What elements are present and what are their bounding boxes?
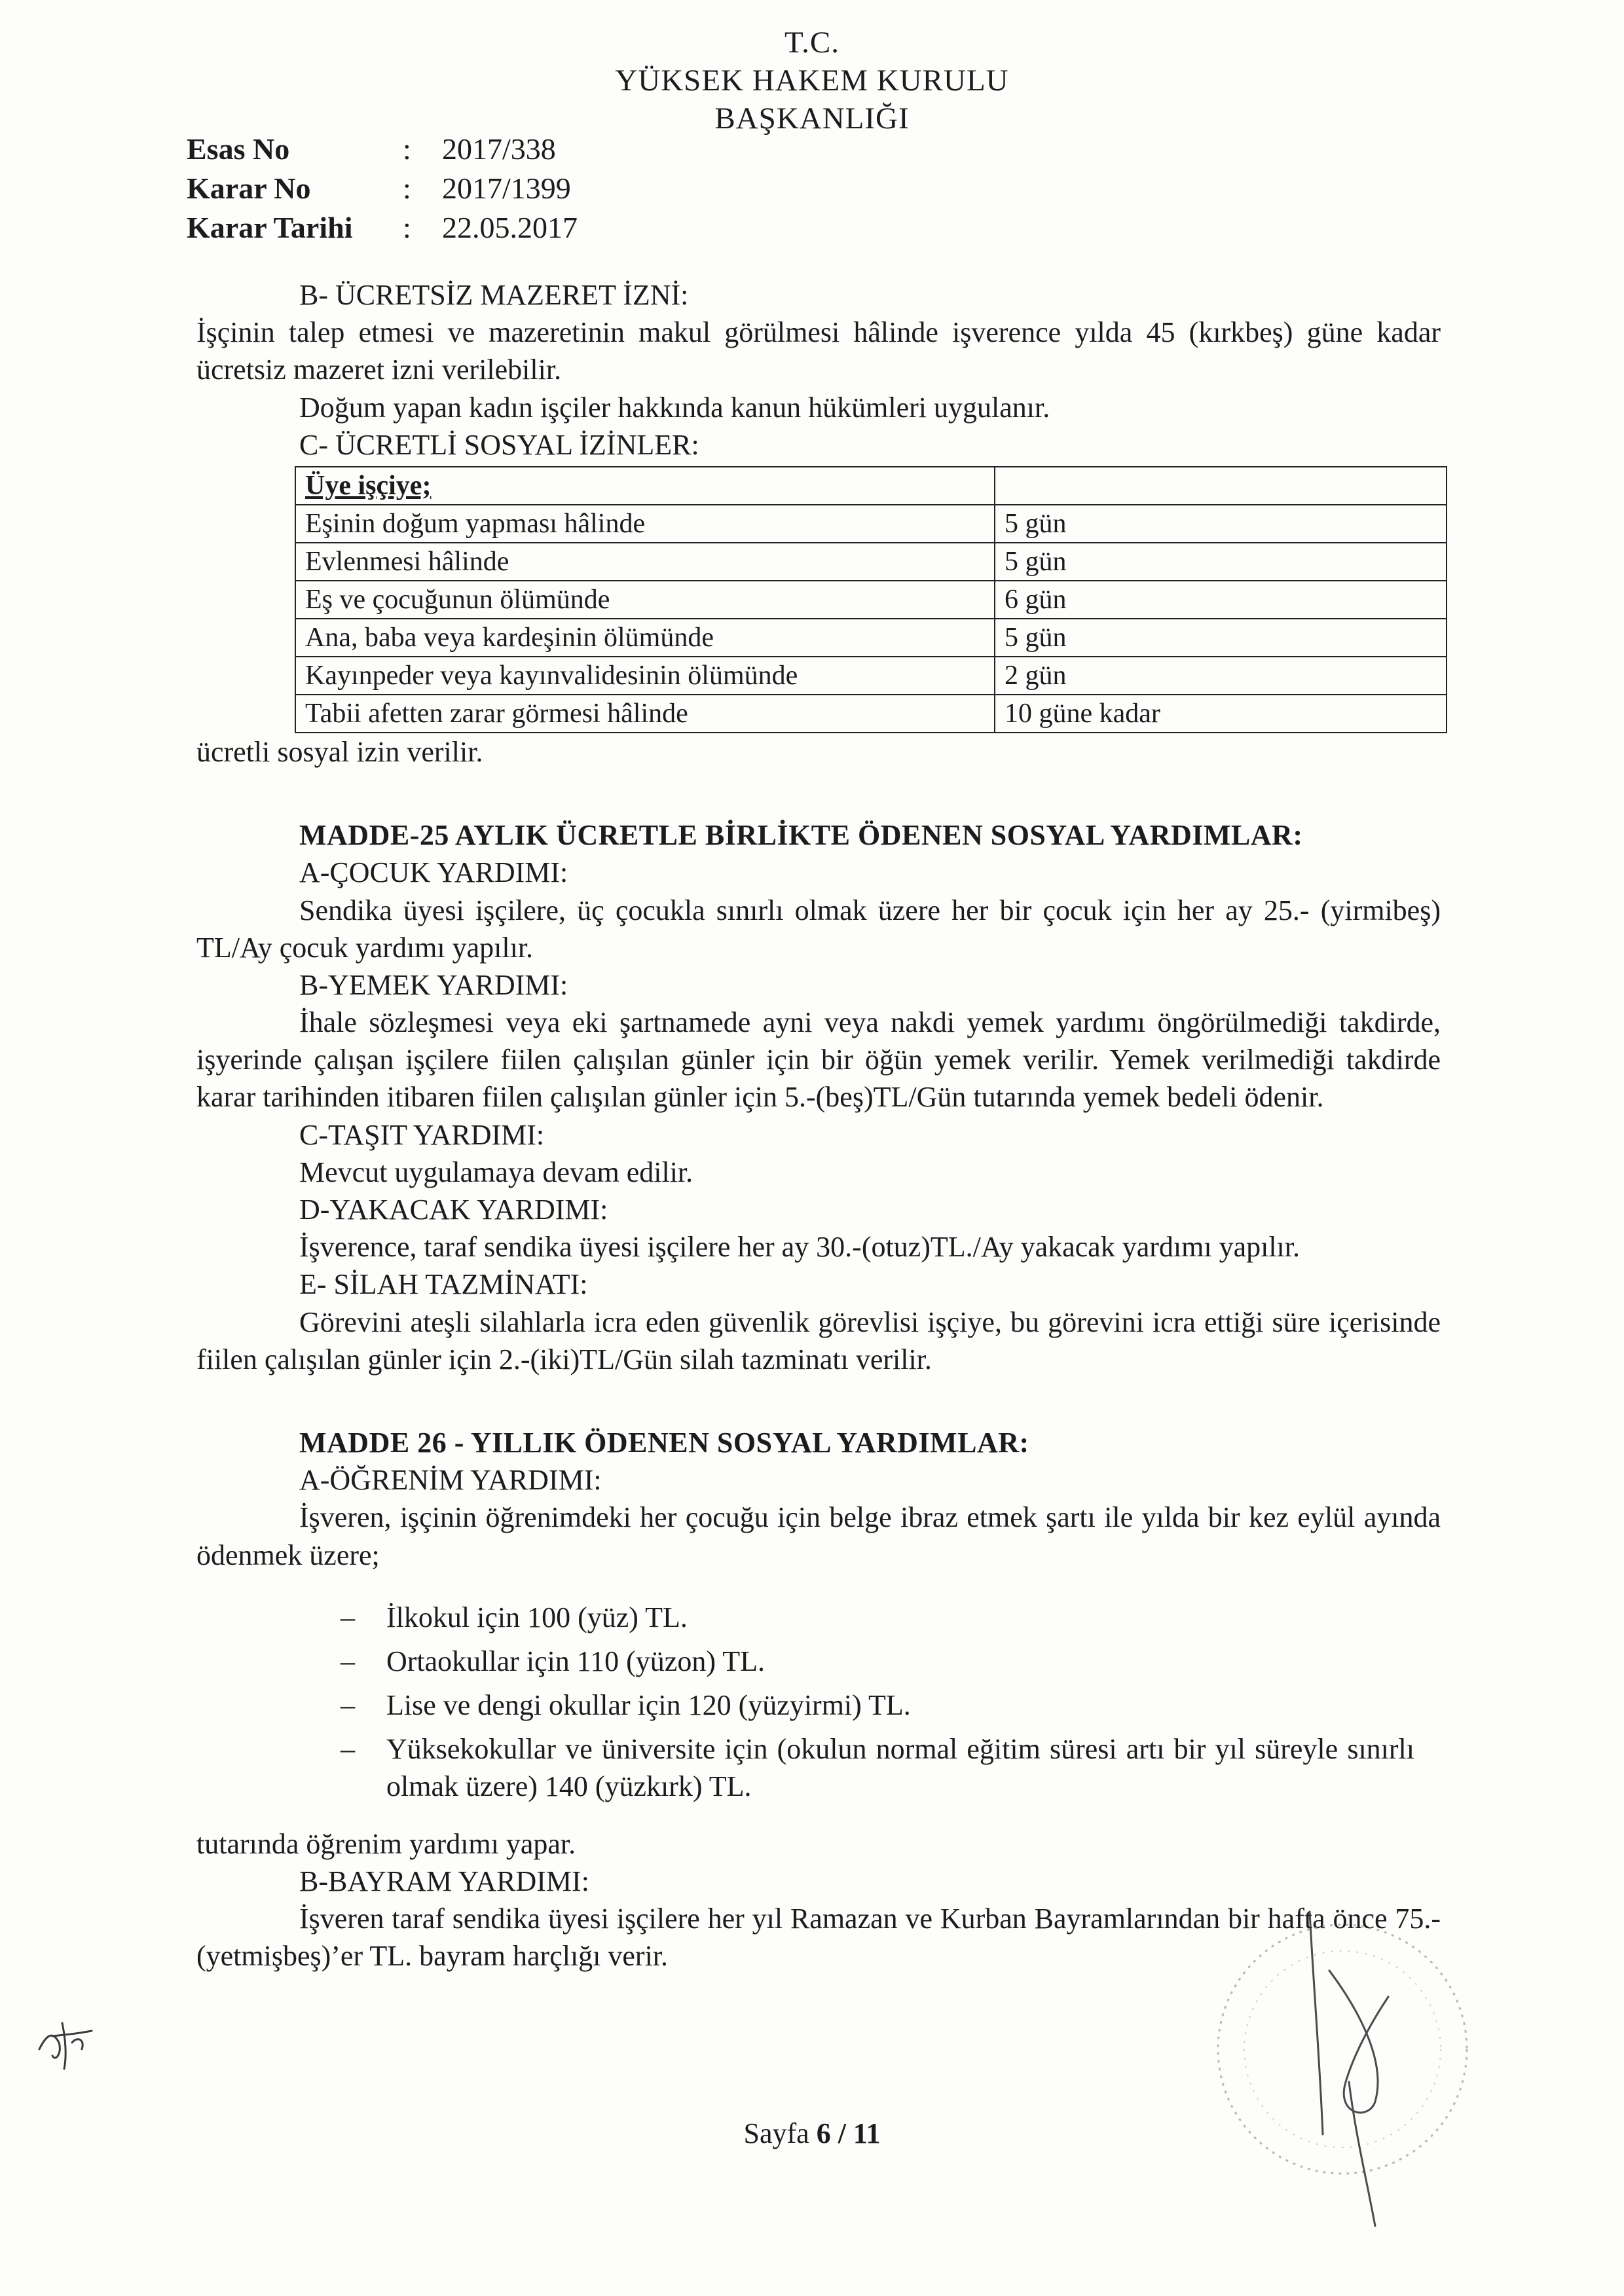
page-label: Sayfa [743, 2117, 809, 2149]
leave-days: 5 gün [995, 543, 1447, 581]
leave-reason: Eşinin doğum yapması hâlinde [295, 505, 995, 543]
table-header-empty [995, 467, 1447, 505]
leave-days: 10 güne kadar [995, 695, 1447, 733]
paragraph: İşveren taraf sendika üyesi işçilere her yıl Ramazan ve Kurban Bayramlarından bir hafta önce 75.-(yetmişbeş)’er TL. bayram harçlığı verir. [196, 1903, 1441, 1973]
section-title-yakacak-yardimi: D-YAKACAK YARDIMI: [299, 1194, 608, 1226]
list-item: – İlkokul için 100 (yüz) TL. [341, 1599, 1414, 1636]
leave-reason: Eş ve çocuğunun ölümünde [295, 581, 995, 619]
table-row [295, 543, 1447, 581]
header-tc: T.C. [784, 26, 840, 60]
section-title-silah-tazminati: E- SİLAH TAZMİNATI: [299, 1268, 588, 1301]
paragraph: tutarında öğrenim yardımı yapar. [196, 1827, 576, 1860]
paragraph: İhale sözleşmesi veya eki şartnamede ayni veya nakdi yemek yardımı öngörülmediği takdirde, işyerinde çalışan işçilere fiilen çalışılan günler için bir öğün yemek verilir. Yemek verilmediği takdirde karar tarihinden itibaren fiilen çalışılan günler için 5.-(beş)TL/Gün tutarında yemek bedeli ödenir. [196, 1006, 1441, 1114]
table-row [295, 581, 1447, 619]
section-title-bayram-yardimi: B-BAYRAM YARDIMI: [299, 1865, 589, 1897]
table-row [295, 505, 1447, 543]
education-aid-list [341, 1599, 1414, 1806]
page-current: 6 [816, 2117, 831, 2149]
list-item: – Ortaokullar için 110 (yüzon) TL. [341, 1643, 1414, 1680]
paragraph: Sendika üyesi işçilere, üç çocukla sınırlı olmak üzere her bir çocuk için her ay 25.- (yirmibeş) TL/Ay çocuk yardımı yapılır. [196, 894, 1441, 964]
colon: : [403, 211, 411, 244]
leave-reason: Evlenmesi hâlinde [295, 543, 995, 581]
leave-days: 2 gün [995, 657, 1447, 695]
paragraph: İşverence, taraf sendika üyesi işçilere her ay 30.-(otuz)TL./Ay yakacak yardımı yapılır. [299, 1231, 1300, 1264]
esas-value: 2017/338 [442, 132, 556, 166]
article-title-madde-26: MADDE 26 - YILLIK ÖDENEN SOSYAL YARDIMLAR: [299, 1426, 1029, 1459]
header-office: BAŞKANLIĞI [714, 101, 910, 136]
section-title-cocuk-yardimi: A-ÇOCUK YARDIMI: [299, 856, 568, 889]
section-title-ucretli-izin: C- ÜCRETLİ SOSYAL İZİNLER: [299, 428, 699, 461]
section-title-ogrenim-yardimi: A-ÖĞRENİM YARDIMI: [299, 1464, 602, 1497]
paragraph: Doğum yapan kadın işçiler hakkında kanun hükümleri uygulanır. [299, 391, 1050, 424]
paragraph: İşveren, işçinin öğrenimdeki her çocuğu için belge ibraz etmek şartı ile yılda bir kez eylül ayında ödenmek üzere; [196, 1501, 1441, 1571]
leave-days: 6 gün [995, 581, 1447, 619]
paragraph: İşçinin talep etmesi ve mazeretinin makul görülmesi hâlinde işverence yılda 45 (kırkbeş) güne kadar ücretsiz mazeret izni verilebilir. [196, 316, 1441, 386]
paragraph: Görevini ateşli silahlarla icra eden güvenlik görevlisi işçiye, bu görevini icra ettiği süre içerisinde fiilen çalışılan günler için 2.-(iki)TL/Gün silah tazminatı verilir. [196, 1305, 1441, 1376]
paragraph: ücretli sosyal izin verilir. [196, 735, 483, 768]
karar-label: Karar No [187, 172, 311, 205]
tarih-row [187, 208, 578, 247]
header-institution: YÜKSEK HAKEM KURULU [615, 64, 1009, 98]
section-title-ucretsiz-izin: B- ÜCRETSİZ MAZERET İZNİ: [299, 279, 689, 311]
tarih-value: 22.05.2017 [442, 211, 578, 244]
leave-reason: Kayınpeder veya kayınvalidesinin ölümünde [295, 657, 995, 695]
table-row [295, 695, 1447, 733]
leave-reason: Ana, baba veya kardeşinin ölümünde [295, 619, 995, 657]
karar-row [187, 169, 578, 208]
list-item: – Yüksekokullar ve üniversite için (okulun normal eğitim süresi artı bir yıl süreyle sınırlı olmak üzere) 140 (yüzkırk) TL. [341, 1730, 1414, 1805]
page-total: 11 [853, 2117, 881, 2149]
article-title-madde-25: MADDE-25 AYLIK ÜCRETLE BİRLİKTE ÖDENEN SOSYAL YARDIMLAR: [299, 819, 1303, 852]
esas-label: Esas No [187, 132, 290, 166]
leave-reason: Tabii afetten zarar görmesi hâlinde [295, 695, 995, 733]
page-separator: / [838, 2117, 846, 2149]
document-body [196, 276, 1441, 1975]
list-item: – Lise ve dengi okullar için 120 (yüzyirmi) TL. [341, 1686, 1414, 1724]
table-header-row [295, 467, 1447, 505]
page-footer [0, 2115, 1624, 2152]
tarih-label: Karar Tarihi [187, 211, 353, 244]
handwritten-initials [26, 2010, 105, 2075]
leave-days: 5 gün [995, 505, 1447, 543]
section-title-tasit-yardimi: C-TAŞIT YARDIMI: [299, 1118, 545, 1151]
colon: : [403, 172, 411, 205]
paragraph: Mevcut uygulamaya devam edilir. [299, 1156, 693, 1188]
colon: : [403, 132, 411, 166]
table-row [295, 657, 1447, 695]
leave-table [295, 466, 1447, 733]
case-metadata [187, 130, 578, 247]
table-header: Üye işçiye; [295, 467, 995, 505]
table-row [295, 619, 1447, 657]
section-title-yemek-yardimi: B-YEMEK YARDIMI: [299, 968, 568, 1001]
leave-days: 5 gün [995, 619, 1447, 657]
esas-row [187, 130, 578, 169]
document-header [0, 24, 1624, 137]
karar-value: 2017/1399 [442, 172, 571, 205]
official-stamp-signature [1179, 1886, 1506, 2239]
